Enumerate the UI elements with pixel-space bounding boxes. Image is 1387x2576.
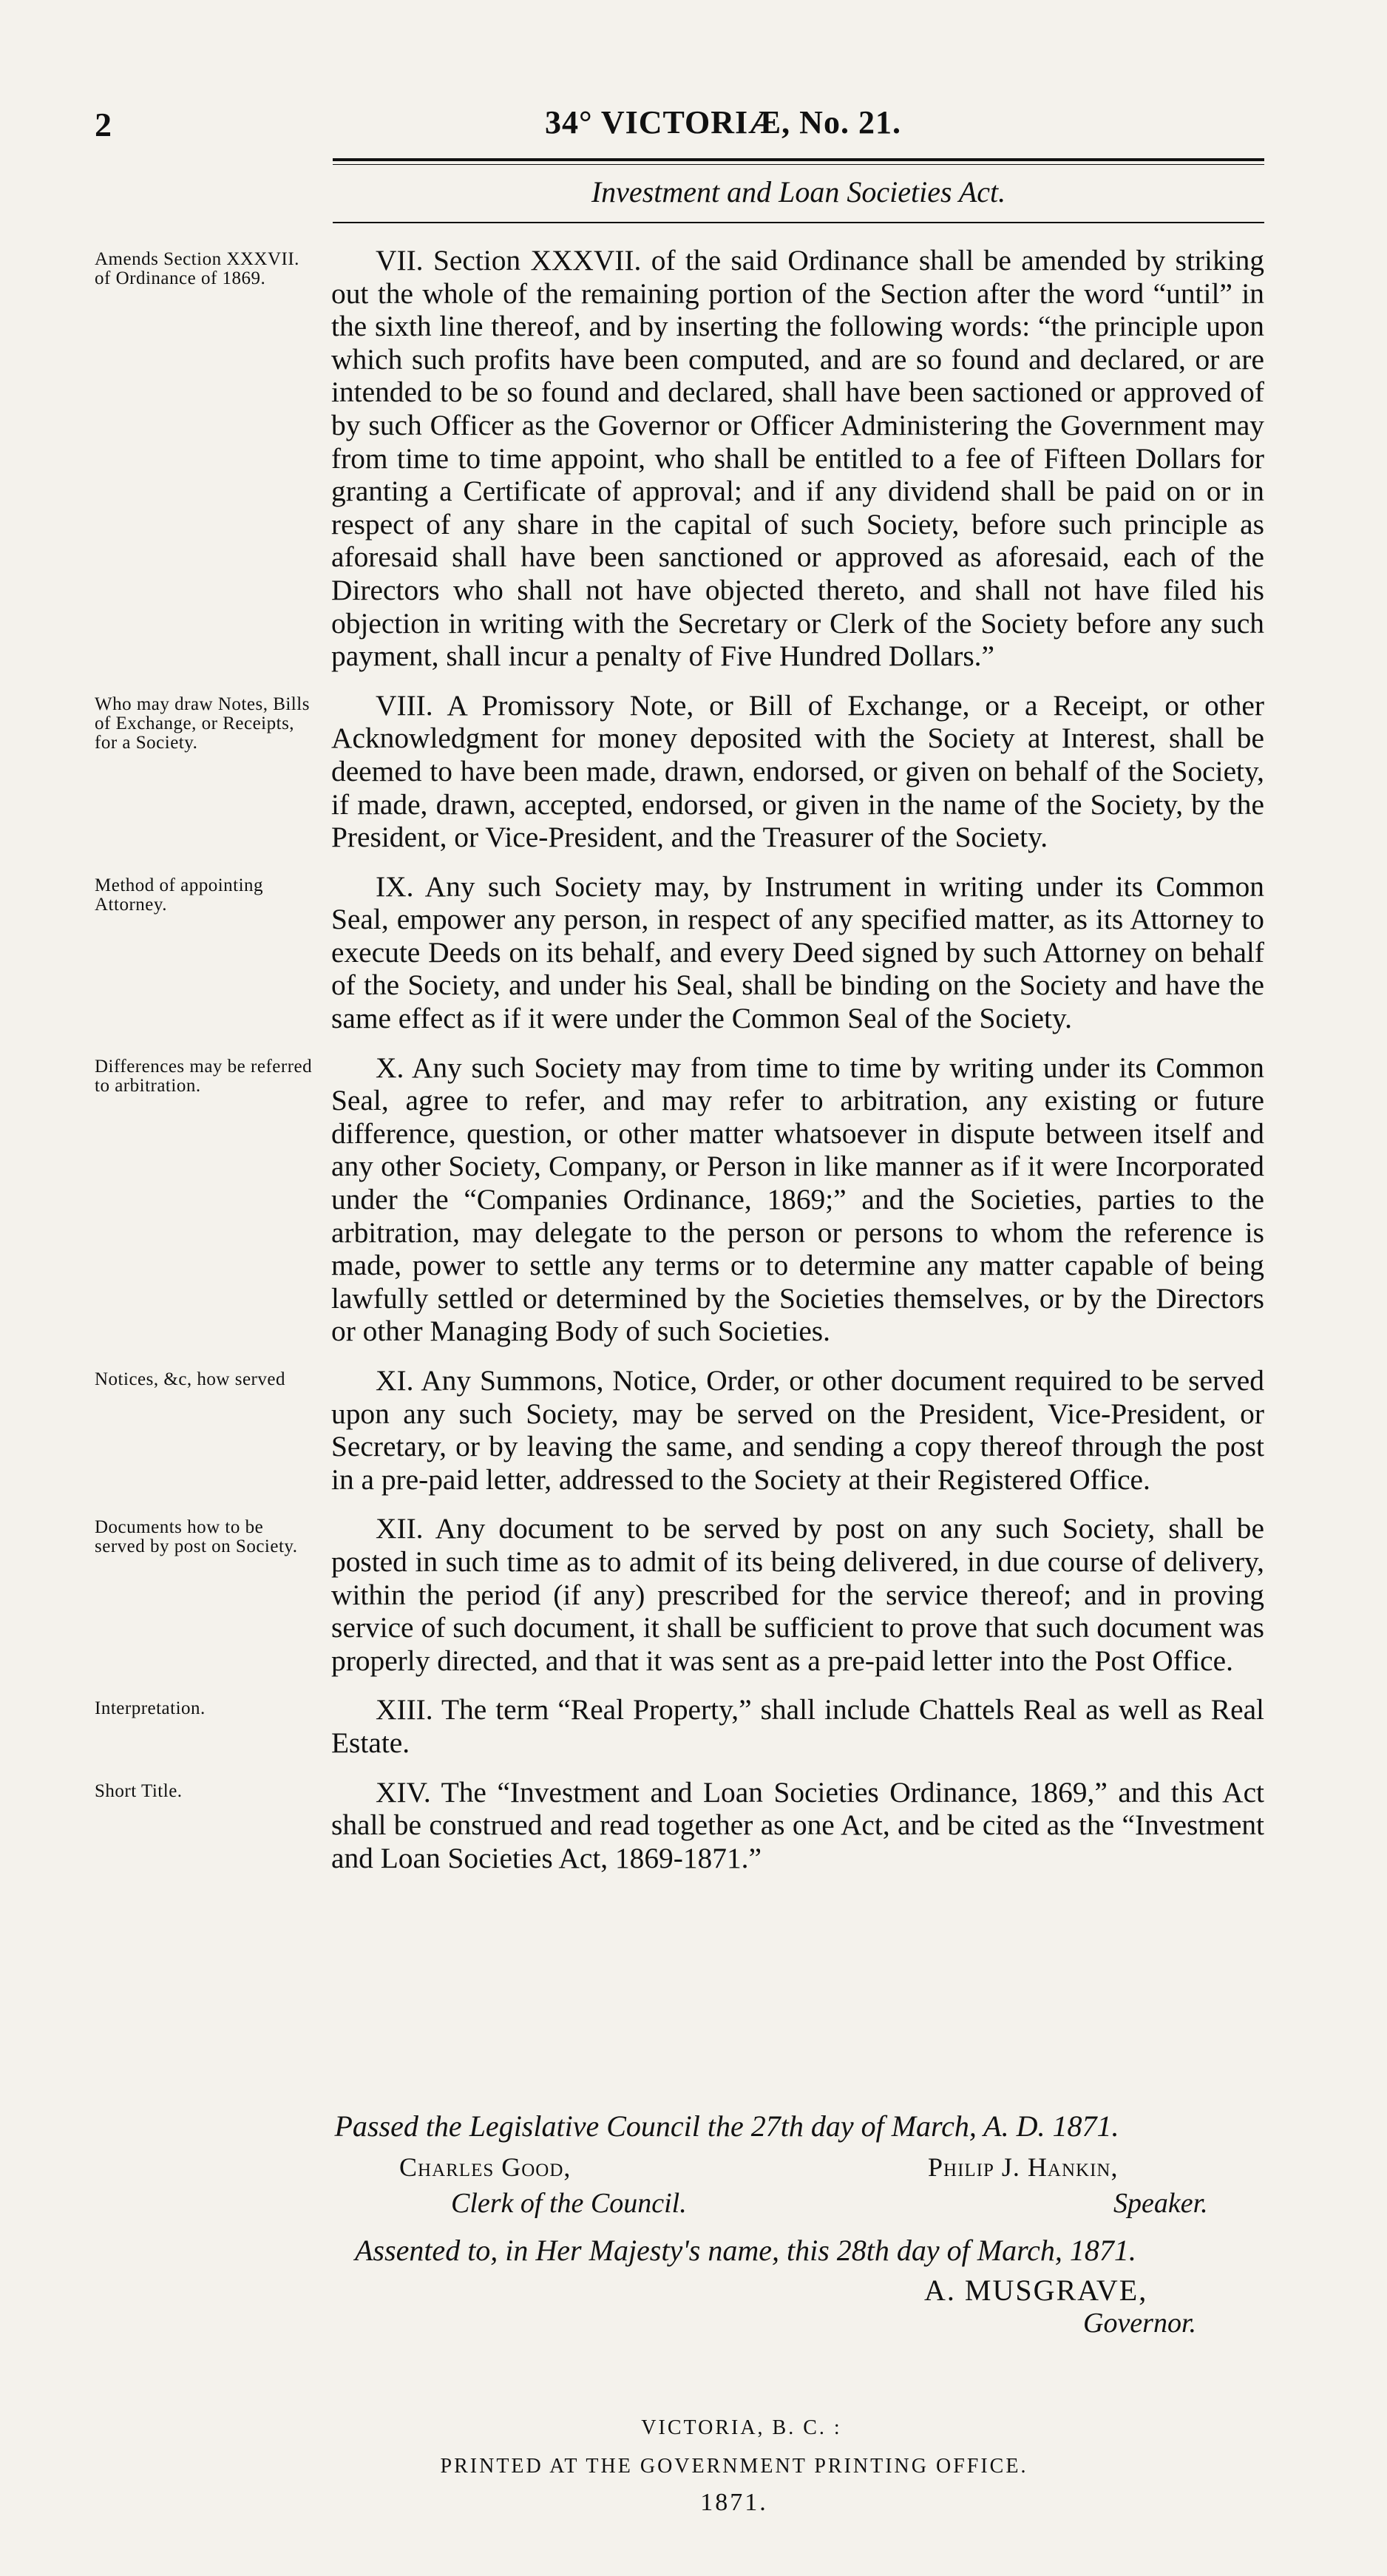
section-text: XI. Any Summons, Notice, Order, or other document required to be served upon any such Society, may be served on the President, Vice-President, or Secretary, or by leaving the same, and sending a copy thereof through the post in a pre-paid letter, addressed to the Society at their Registered Office.: [331, 1364, 1264, 1496]
clerk-name: Charles Good,: [399, 2152, 572, 2182]
imprint-year: 1871.: [700, 2489, 768, 2516]
section-text: XIV. The “Investment and Loan Societies Ordinance, 1869,” and this Act shall be construed and read together as one Act, and be cited as the “Investment and Loan Societies Act, 1869-1871.”: [331, 1775, 1264, 1874]
assent-statement: Assented to, in Her Majesty's name, this 28th day of March, 1871.: [355, 2234, 1136, 2267]
page-number: 2: [95, 106, 112, 143]
margin-note: Method of appointing Attorney.: [95, 875, 264, 915]
imprint-place: VICTORIA, B. C. :: [641, 2416, 842, 2439]
margin-note: Differences may be referred to arbitration.: [95, 1056, 313, 1096]
sections: [0, 244, 1387, 1891]
section-text: IX. Any such Society may, by Instrument in writing under its Common Seal, empower any person, in respect of any specified matter, as its Attorney to execute Deeds on its behalf, and every Deed signed by such Attorney on behalf of the Society, and under his Seal, shall be binding on the Society and have the same effect as if it were under the Common Seal of the Society.: [331, 870, 1264, 1035]
margin-note: Amends Section XXXVII. of Ordinance of 1869.: [95, 249, 299, 288]
section-text: XII. Any document to be served by post on any such Society, shall be posted in such time as to admit of its being delivered, in due course of delivery, within the period (if any) prescribed for the service thereof; and in proving service of such document, it shall be sufficient to prove that such document was properly directed, and that it was sent as a pre-paid letter into the Post Office.: [331, 1512, 1264, 1677]
section-viii: [0, 689, 1387, 854]
header-rule-thin: [333, 164, 1264, 165]
section-xiii: [0, 1693, 1387, 1759]
section-x: [0, 1051, 1387, 1348]
section-text: VIII. A Promissory Note, or Bill of Exchange, or a Receipt, or other Acknowledgment for money deposited with the Society at Interest, shall be deemed to have been made, drawn, endorsed, or given on behalf of the Society, if made, drawn, accepted, endorsed, or given in the name of the Society, by the President, or Vice-President, and the Treasurer of the Society.: [331, 688, 1264, 854]
governor-title: Governor.: [1083, 2308, 1197, 2339]
section-text: VII. Section XXXVII. of the said Ordinance shall be amended by striking out the whole of the remaining portion of the Section after the word “until” in the sixth line thereof, and by inserting the following words: “the principle upon which such profits have been computed, and are so found and declared, or are intended to be so found and declared, shall have been sactioned or approved of by such Officer as the Governor or Officer Administering the Government may from time to time appoint, who shall be entitled to a fee of Fifteen Dollars for granting a Certificate of approval; and if any dividend shall be paid on or in respect of any share in the capital of such Society, before such principle as aforesaid shall have been sanctioned or approved as aforesaid, each of the Directors who shall not have objected thereto, and shall not have filed his objection in writing with the Secretary or Clerk of the Society before any such payment, shall incur a penalty of Five Hundred Dollars.”: [331, 244, 1264, 673]
speaker-title: Speaker.: [1113, 2188, 1208, 2219]
margin-note: Notices, &c, how served: [95, 1369, 285, 1389]
margin-note: Who may draw Notes, Bills of Exchange, or Receipts, for a Society.: [95, 694, 310, 753]
section-xi: [0, 1364, 1387, 1496]
section-xii: [0, 1512, 1387, 1677]
imprint-printer: PRINTED AT THE GOVERNMENT PRINTING OFFICE.: [440, 2455, 1028, 2478]
running-head-rule: [333, 222, 1264, 223]
passed-statement: Passed the Legislative Council the 27th day of March, A. D. 1871.: [334, 2109, 1119, 2143]
section-text: X. Any such Society may from time to time by writing under its Common Seal, agree to refer, and may refer to arbitration, any existing or future difference, question, or other matter whatsoever in dispute between itself and any other Society, Company, or Person in like manner as if it were Incorporated under the “Companies Ordinance, 1869;” and the Societies, parties to the arbitration, may delegate to the person or persons to whom the reference is made, power to settle any terms or to determine any matter capable of being lawfully settled or determined by the Societies themselves, or by the Directors or other Managing Body of such Societies.: [331, 1051, 1264, 1348]
governor-name: A. MUSGRAVE,: [924, 2274, 1148, 2307]
clerk-title: Clerk of the Council.: [451, 2188, 687, 2219]
section-vii: [0, 244, 1387, 673]
margin-note: Documents how to be served by post on Society.: [95, 1517, 298, 1557]
section-xiv: [0, 1776, 1387, 1875]
section-text: XIII. The term “Real Property,” shall include Chattels Real as well as Real Estate.: [331, 1693, 1264, 1759]
act-title: 34° VICTORIÆ, No. 21.: [545, 104, 901, 140]
running-head: Investment and Loan Societies Act.: [591, 175, 1006, 209]
margin-note: Short Title.: [95, 1780, 183, 1801]
header-rule: [333, 158, 1264, 161]
speaker-name: Philip J. Hankin,: [928, 2152, 1119, 2182]
margin-note: Interpretation.: [95, 1698, 206, 1719]
section-ix: [0, 870, 1387, 1035]
